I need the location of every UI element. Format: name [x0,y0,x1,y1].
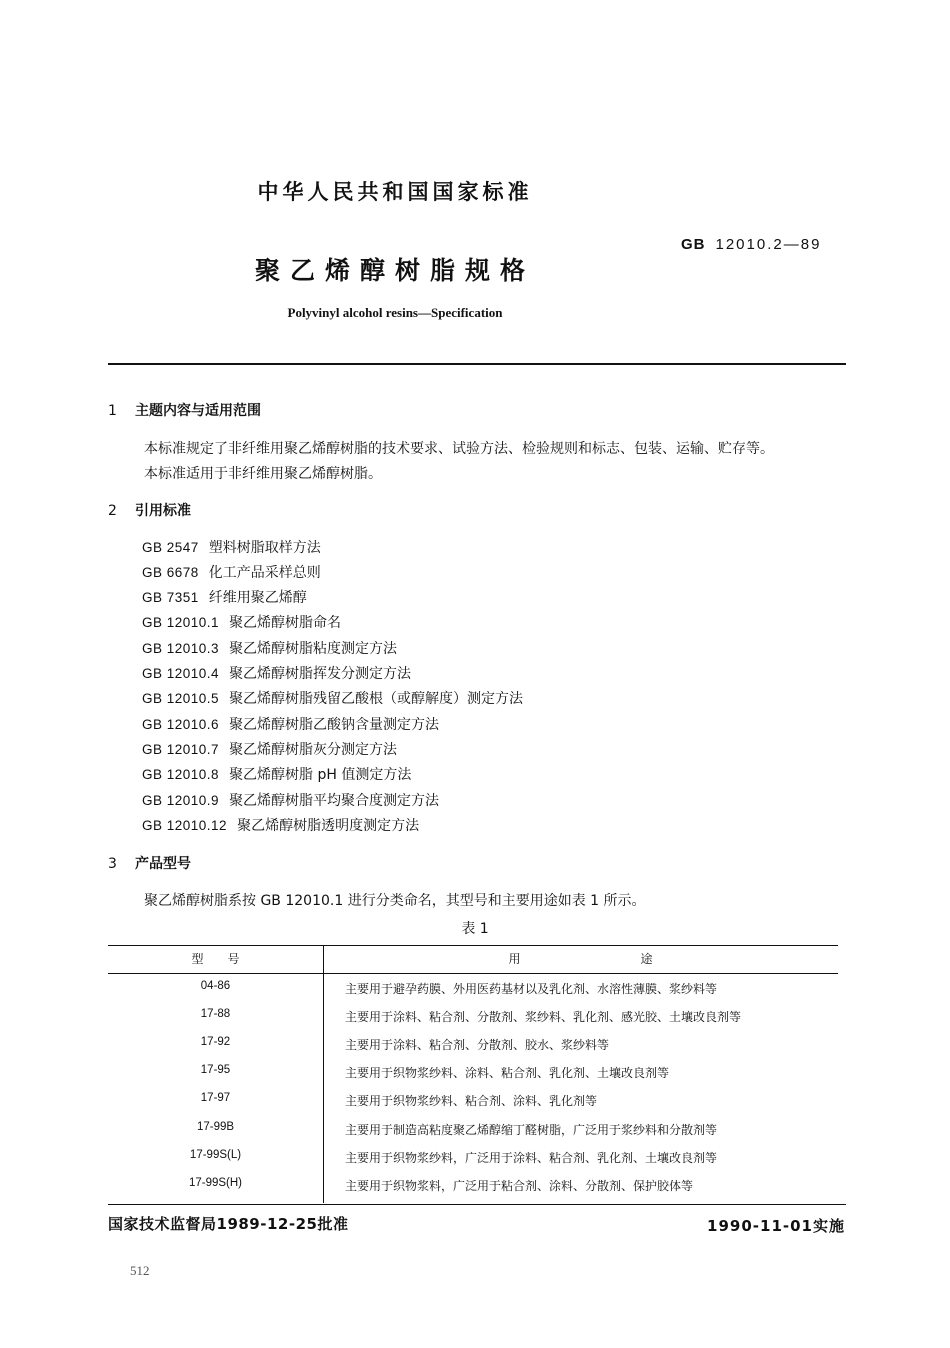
reference-code: GB 12010.9 [142,793,220,808]
reference-item [142,663,411,683]
column-header-model: 型 号 [191,952,240,966]
table-row [108,1003,838,1031]
reference-name: 聚乙烯醇树脂透明度测定方法 [237,818,420,834]
standard-number [681,236,821,253]
model-cell: 04-86 [200,980,231,992]
use-cell: 主要用于涂料、粘合剂、分散剂、胶水、浆纱料等 [345,1038,610,1052]
national-standard-heading: 中华人民共和国国家标准 [257,180,533,204]
reference-item [142,739,397,759]
reference-item [142,612,341,632]
reference-name: 聚乙烯醇树脂平均聚合度测定方法 [229,793,440,809]
standard-prefix: GB [681,236,706,253]
table-row [108,1172,838,1200]
reference-name: 化工产品采样总则 [208,565,321,581]
reference-name: 聚乙烯醇树脂挥发分测定方法 [229,666,412,682]
reference-name: 聚乙烯醇树脂乙酸钠含量测定方法 [229,717,440,733]
table-caption: 表 1 [461,921,489,937]
reference-code: GB 6678 [142,565,199,580]
model-cell: 17-99B [196,1121,235,1133]
model-cell: 17-97 [200,1092,231,1104]
reference-name: 聚乙烯醇树脂 pH 值测定方法 [229,767,412,783]
reference-code: GB 12010.5 [142,691,220,706]
model-cell: 17-99S(L) [189,1149,242,1161]
reference-code: GB 12010.1 [142,615,220,630]
section-1-paragraph-1: 本标准规定了非纤维用聚乙烯醇树脂的技术要求、试验方法、检验规则和标志、包装、运输、贮存等。 [144,441,774,457]
section-2-heading [108,500,191,520]
reference-name: 聚乙烯醇树脂残留乙酸根（或醇解度）测定方法 [229,691,524,707]
model-cell: 17-92 [200,1036,231,1048]
column-header-use: 用 途 [508,952,653,966]
reference-code: GB 12010.6 [142,717,220,732]
reference-item [142,562,321,582]
table-row [108,1116,838,1144]
english-subtitle: Polyvinyl alcohol resins—Specification [287,305,503,320]
use-cell: 主要用于涂料、粘合剂、分散剂、浆纱料、乳化剂、感光胶、土壤改良剂等 [345,1010,742,1024]
reference-code: GB 2547 [142,540,199,555]
reference-name: 聚乙烯醇树脂命名 [229,615,342,631]
use-cell: 主要用于织物浆料，广泛用于粘合剂、涂料、分散剂、保护胶体等 [345,1179,694,1193]
reference-code: GB 12010.12 [142,818,228,833]
page-number: 512 [130,1263,150,1278]
use-cell: 主要用于织物浆纱料、粘合剂、涂料、乳化剂等 [345,1094,598,1108]
model-cell: 17-99S(H) [188,1177,243,1189]
section-3-heading [108,853,191,873]
standard-code: 12010.2—89 [715,236,822,253]
reference-name: 聚乙烯醇树脂灰分测定方法 [229,742,398,758]
reference-item [142,587,307,607]
reference-item [142,688,523,708]
table-row [108,1087,838,1115]
model-cell: 17-88 [200,1008,231,1020]
document-title: 聚乙烯醇树脂规格 [254,256,535,285]
approval-line: 国家技术监督局1989-12-25批准 [108,1215,349,1233]
use-cell: 主要用于制造高粘度聚乙烯醇缩丁醛树脂，广泛用于浆纱料和分散剂等 [345,1123,718,1137]
reference-name: 纤维用聚乙烯醇 [208,590,307,606]
section-title: 产品型号 [135,856,191,872]
reference-code: GB 12010.4 [142,666,220,681]
reference-code: GB 12010.7 [142,742,220,757]
section-1-heading [108,400,261,420]
model-cell: 17-95 [200,1064,231,1076]
reference-code: GB 12010.8 [142,767,220,782]
reference-item [142,764,411,784]
section-title: 引用标准 [135,503,191,519]
reference-code: GB 12010.3 [142,641,220,656]
use-cell: 主要用于织物浆纱料、涂料、粘合剂、乳化剂、土壤改良剂等 [345,1066,670,1080]
reference-item [142,714,439,734]
table-row [108,975,838,1003]
effective-date: 1990-11-01实施 [707,1217,845,1235]
reference-item [142,638,397,658]
section-number: 1 [108,403,117,419]
reference-name: 聚乙烯醇树脂粘度测定方法 [229,641,398,657]
use-cell: 主要用于避孕药膜、外用医药基材以及乳化剂、水溶性薄膜、浆纱料等 [345,982,718,996]
reference-item [142,537,321,557]
header-divider [108,363,846,365]
table-header [108,945,838,974]
reference-item [142,790,439,810]
table-row [108,1144,838,1172]
section-number: 2 [108,503,117,519]
reference-item [142,815,419,835]
table-row [108,1059,838,1087]
reference-name: 塑料树脂取样方法 [208,540,321,556]
section-number: 3 [108,856,117,872]
use-cell: 主要用于织物浆纱料，广泛用于涂料、粘合剂、乳化剂、土壤改良剂等 [345,1151,718,1165]
section-title: 主题内容与适用范围 [135,403,261,419]
section-1-paragraph-2: 本标准适用于非纤维用聚乙烯醇树脂。 [144,466,382,482]
footer-divider [108,1204,846,1205]
section-3-paragraph: 聚乙烯醇树脂系按 GB 12010.1 进行分类命名，其型号和主要用途如表 1 所示。 [144,893,646,909]
table-row [108,1031,838,1059]
reference-code: GB 7351 [142,590,199,605]
